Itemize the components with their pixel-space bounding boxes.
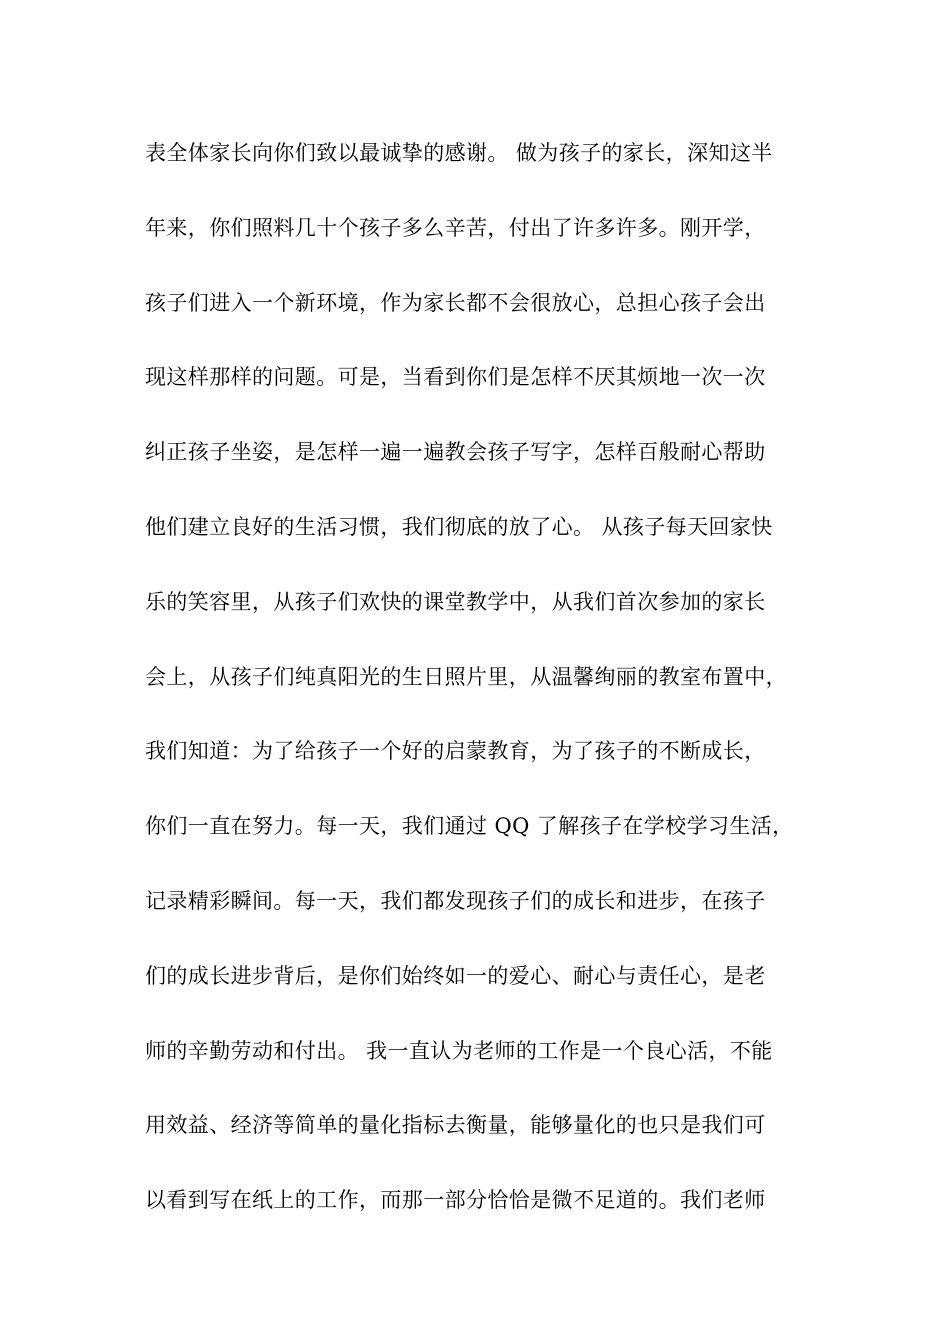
text-line: 用效益、经济等简单的量化指标去衡量，能够量化的也只是我们可 [145,1113,766,1138]
text-line: 表全体家长向你们致以最诚挚的感谢。 做为孩子的家长，深知这半 [145,141,773,165]
text-line: 们的成长进步背后，是你们始终如一的爱心、耐心与责任心，是老 [145,963,766,988]
text-line: 以看到写在纸上的工作，而那一部分恰恰是微不足道的。我们老师 [145,1188,766,1213]
body-paragraph [145,131,835,1253]
text-line: 记录精彩瞬间。每一天，我们都发现孩子们的成长和进步，在孩子 [145,888,766,913]
text-line: 年来，你们照料几十个孩子多么辛苦，付出了许多许多。刚开学， [145,215,766,240]
text-line: 现这样那样的问题。可是，当看到你们是怎样不厌其烦地一次一次 [145,365,766,390]
text-line: 你们一直在努力。每一天，我们通过 QQ 了解孩子在学校学习生活， [145,814,794,839]
text-line: 我们知道：为了给孩子一个好的启蒙教育，为了孩子的不断成长， [145,739,766,764]
text-line: 他们建立良好的生活习惯，我们彻底的放了心。 从孩子每天回家快 [145,514,773,539]
text-line: 会上，从孩子们纯真阳光的生日照片里，从温馨绚丽的教室布置中， [145,664,787,689]
text-line: 乐的笑容里，从孩子们欢快的课堂教学中，从我们首次参加的家长 [145,589,766,614]
text-line: 孩子们进入一个新环境，作为家长都不会很放心，总担心孩子会出 [145,290,766,315]
text-line: 纠正孩子坐姿，是怎样一遍一遍教会孩子写字，怎样百般耐心帮助 [145,440,766,465]
text-line: 师的辛勤劳动和付出。 我一直认为老师的工作是一个良心活，不能 [145,1038,773,1063]
